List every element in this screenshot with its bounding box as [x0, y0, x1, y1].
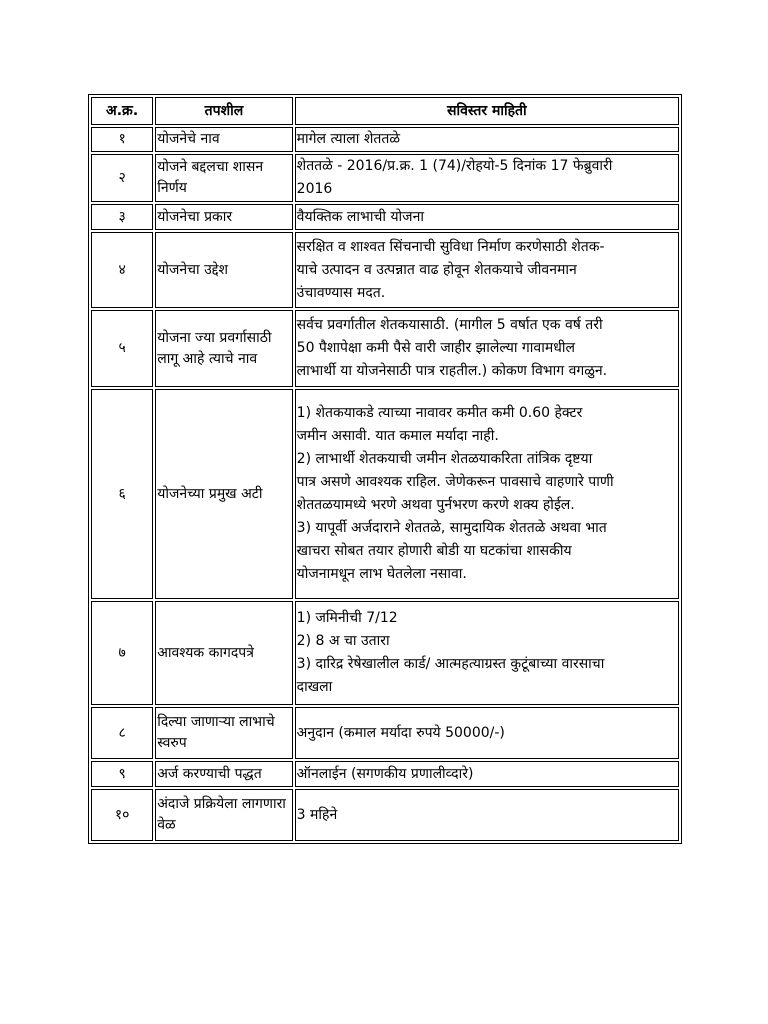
table-row [91, 389, 679, 599]
header-detail: तपशील [155, 97, 292, 125]
row-label: योजनेचे नाव [155, 127, 292, 152]
table-header-row [91, 97, 679, 125]
row-label: योजनेचा प्रकार [155, 204, 292, 230]
detail-line: वैयक्तिक लाभाची योजना [296, 208, 424, 225]
detail-line: 50 पैशापेक्षा कमी पैसे वारी जाहीर झालेल्या गावामधील [296, 340, 575, 356]
detail-line: 3) दारिद्र रेषेखालील कार्ड/ आत्महत्याग्रस्त कुटूंबाच्या वारसाचा [296, 656, 605, 672]
detail-line: लाभार्थी या योजनेसाठी पात्र राहतील.) कोकण विभाग वगळुन. [296, 363, 608, 379]
detail-line: ऑनलाईन (सगणकीय प्रणालीव्दारे) [296, 765, 474, 782]
detail-line: उंचावण्यास मदत. [296, 284, 386, 301]
detail-line: 2) लाभार्थी शेतकयाची जमीन शेतळयाकरिता तांत्रिक दृष्टया [296, 451, 593, 467]
header-information: सविस्तर माहिती [295, 97, 679, 125]
detail-line: सर्वच प्रवर्गातील शेतकयासाठी. (मागील 5 वर्षात एक वर्ष तरी [296, 317, 603, 333]
table-row [91, 310, 679, 387]
row-number: ५ [91, 310, 153, 387]
row-number: ४ [91, 232, 153, 308]
row-label: योजनेच्या प्रमुख अटी [155, 389, 292, 599]
scheme-details-table [88, 94, 682, 844]
row-label: आवश्यक कागदपत्रे [155, 601, 292, 705]
row-detail [295, 204, 679, 230]
row-number: ९ [91, 761, 153, 787]
detail-line: मागेल त्याला शेततळे [296, 131, 400, 147]
detail-line: 1) शेतकयाकडे त्याच्या नावावर कमीत कमी 0.60 हेक्टर [296, 405, 583, 421]
row-label: दिल्या जाणाऱ्या लाभाचे स्वरुप [155, 707, 292, 759]
detail-line: याचे उत्पादन व उत्पन्नात वाढ होवून शेतकयाचे जीवनमान [296, 261, 577, 278]
detail-line: 3 महिने [296, 806, 338, 823]
row-detail [295, 707, 679, 759]
detail-line: योजनामधून लाभ घेतलेला नसावा. [296, 566, 467, 582]
table-row [91, 789, 679, 841]
row-number: ८ [91, 707, 153, 759]
table-row [91, 601, 679, 705]
row-number: ३ [91, 204, 153, 230]
detail-line: 1) जमिनीची 7/12 [296, 610, 398, 626]
header-serial-number: अ.क्र. [91, 97, 153, 125]
detail-line: सरक्षित व शाश्वत सिंचनाची सुविधा निर्माण करणेसाठी शेतक- [296, 238, 605, 255]
detail-line: पात्र असणे आवश्यक राहिल. जेणेकरून पावसाचे वाहणारे पाणी [296, 474, 614, 490]
row-detail [295, 127, 679, 152]
row-detail [295, 761, 679, 787]
detail-line: शेततळे - 2016/प्र.क्र. 1 (74)/रोहयो-5 दिनांक 17 फेब्रुवारी [296, 158, 613, 174]
row-number: १० [91, 789, 153, 841]
detail-line: 2) 8 अ चा उतारा [296, 633, 390, 649]
detail-line: जमीन असावी. यात कमाल मर्यादा नाही. [296, 428, 499, 444]
row-number: ७ [91, 601, 153, 705]
table-row [91, 204, 679, 230]
row-detail [295, 389, 679, 599]
table-row [91, 707, 679, 759]
row-detail [295, 232, 679, 308]
row-label: योजनेचा उद्देश [155, 232, 292, 308]
table-row [91, 127, 679, 152]
row-number: ६ [91, 389, 153, 599]
row-number: १ [91, 127, 153, 152]
row-detail [295, 601, 679, 705]
detail-line: 3) यापूर्वी अर्जदाराने शेततळे, सामुदायिक शेततळे अथवा भात [296, 520, 607, 536]
detail-line: 2016 [296, 181, 333, 197]
row-detail [295, 154, 679, 202]
detail-line: शेततळयामध्ये भरणे अथवा पुर्नभरण करणे शक्य होईल. [296, 497, 575, 513]
table-row [91, 154, 679, 202]
detail-line: दाखला [296, 679, 333, 695]
table-row [91, 232, 679, 308]
row-label: योजना ज्या प्रवर्गासाठी लागू आहे त्याचे नाव [155, 310, 292, 387]
row-label: अंदाजे प्रक्रियेला लागणारा वेळ [155, 789, 292, 841]
row-detail [295, 789, 679, 841]
row-label: अर्ज करण्याची पद्धत [155, 761, 292, 787]
row-number: २ [91, 154, 153, 202]
row-detail [295, 310, 679, 387]
detail-line: अनुदान (कमाल मर्यादा रुपये 50000/-) [296, 724, 505, 741]
table-row [91, 761, 679, 787]
detail-line: खाचरा सोबत तयार होणारी बोडी या घटकांचा शासकीय [296, 543, 572, 559]
row-label: योजने बद्दलचा शासन निर्णय [155, 154, 292, 202]
